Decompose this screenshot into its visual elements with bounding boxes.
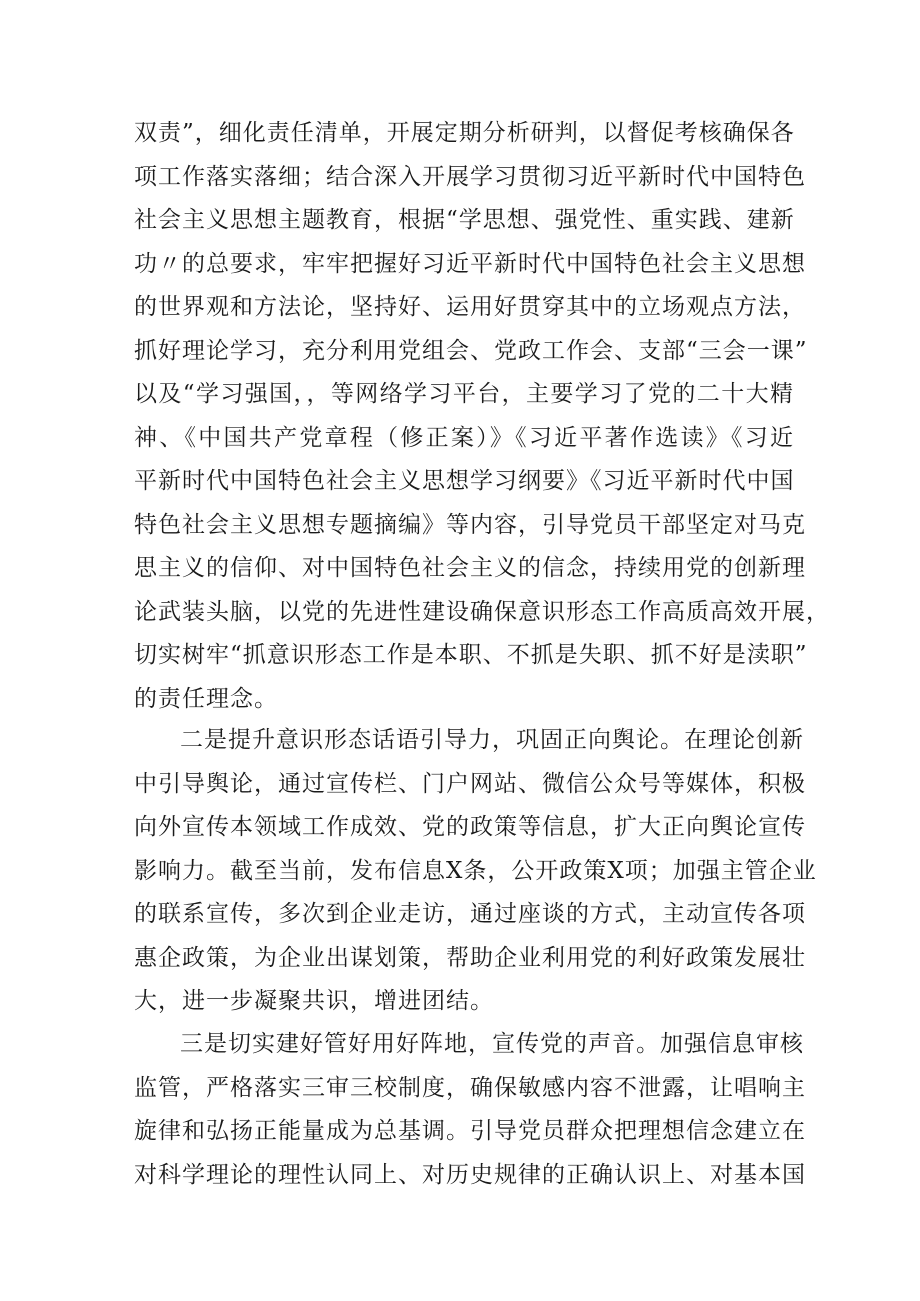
paragraph-line: 中引导舆论，通过宣传栏、门户网站、微信公众号等媒体，积极 <box>134 770 806 797</box>
paragraph-line: 的联系宣传，多次到企业走访，通过座谈的方式，主动宣传各项 <box>134 901 806 927</box>
paragraph-line: 功〃的总要求，牢牢把握好习近平新时代中国特色社会主义思想 <box>134 250 806 277</box>
paragraph-line: 切实树牢“抓意识形态工作是本职、不抓是失职、抓不好是渎职” <box>134 642 808 668</box>
paragraph-line-first: 二是提升意识形态话语引导力，巩固正向舆论。在理论创新 <box>180 727 804 753</box>
paragraph-line: 社会主义思想主题教育，根据“学思想、强党性、重实践、建新 <box>134 207 795 233</box>
paragraph-line: 特色社会主义思想专题摘编》等内容，引导党员干部坚定对马克 <box>134 511 806 538</box>
paragraph-line: 论武装头脑，以党的先进性建设确保意识形态工作高质高效开展， <box>134 598 830 625</box>
paragraph-line: 项工作落实落细；结合深入开展学习贯彻习近平新时代中国特色 <box>134 163 806 190</box>
paragraph-line: 对科学理论的理性认同上、对历史规律的正确认识上、对基本国 <box>134 1161 806 1188</box>
paragraph-line: 双责”，细化责任清单，开展定期分析研判，以督促考核确保各 <box>134 120 795 146</box>
paragraph-line: 的世界观和方法论，坚持好、运用好贯穿其中的立场观点方法， <box>134 294 806 320</box>
paragraph-line: 思主义的信仰、对中国特色社会主义的信念，持续用党的创新理 <box>134 555 806 581</box>
paragraph-line: 影响力。截至当前，发布信息X条，公开政策X项；加强主管企业 <box>134 857 817 884</box>
paragraph-line: 惠企政策，为企业出谋划策，帮助企业利用党的利好政策发展壮 <box>134 944 806 971</box>
paragraph-line: 旋律和弘扬正能量成为总基调。引导党员群众把理想信念建立在 <box>134 1118 806 1144</box>
paragraph-line-first: 三是切实建好管好用好阵地，宣传党的声音。加强信息审核 <box>180 1031 804 1057</box>
paragraph-line: 平新时代中国特色社会主义思想学习纲要》《习近平新时代中国 <box>134 468 795 494</box>
paragraph-line: 向外宣传本领域工作成效、党的政策等信息，扩大正向舆论宣传 <box>134 814 806 840</box>
paragraph-discourse-guidance <box>134 719 817 1024</box>
paragraph-line: 以及“学习强国，，等网络学习平台，主要学习了党的二十大精 <box>134 381 794 407</box>
paragraph-line: 神、《中国共产党章程（修正案）》《习近平著作选读》《习近 <box>134 424 794 451</box>
paragraph-line: 监管，严格落实三审三校制度，确保敏感内容不泄露，让唱响主 <box>134 1074 806 1101</box>
paragraph-responsibility <box>134 112 830 721</box>
paragraph-positions <box>134 1023 806 1197</box>
paragraph-line-last: 的责任理念。 <box>134 685 278 712</box>
paragraph-line-last: 大，进一步凝聚共识，增进团结。 <box>134 988 494 1014</box>
paragraph-line: 抓好理论学习，充分利用党组会、党政工作会、支部“三会一课” <box>134 337 808 364</box>
